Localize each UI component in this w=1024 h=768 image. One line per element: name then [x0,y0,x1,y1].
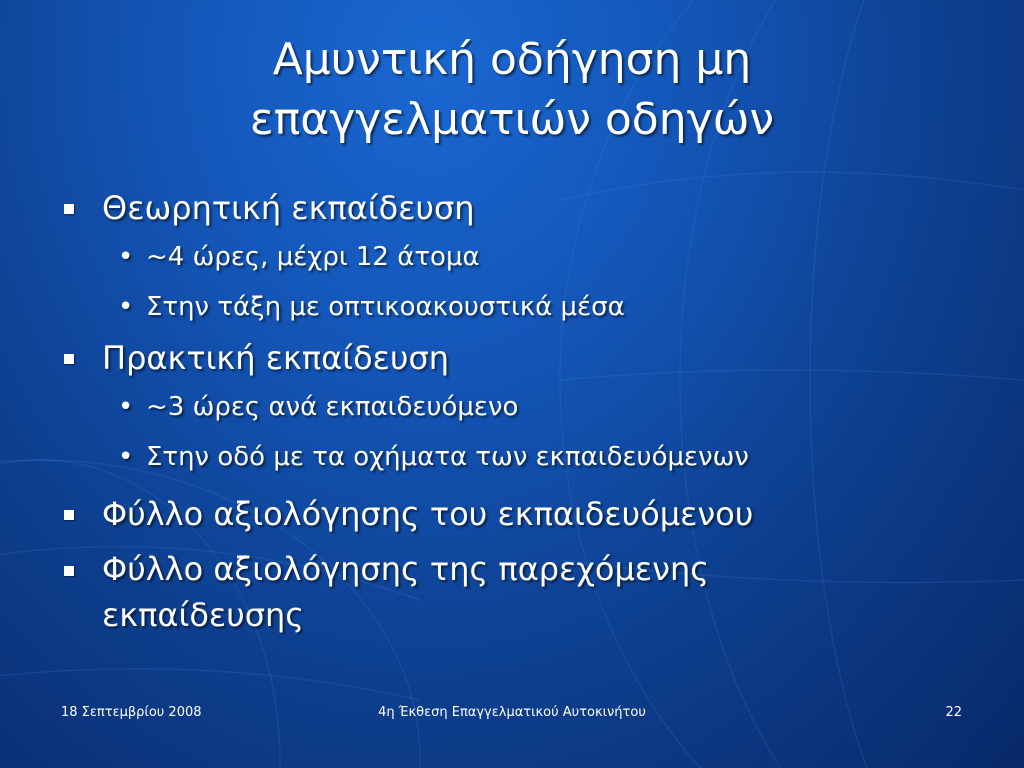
sub-bullet-text: Στην τάξη με οπτικοακουστικά μέσα [146,292,625,322]
bullet-text: Πρακτική εκπαίδευση [102,339,450,377]
bullet-item-practice [60,334,980,382]
slide-title [60,30,964,150]
footer-page-number: 22 [945,705,962,720]
footer-date: 18 Σεπτεμβρίου 2008 [61,705,202,720]
slide-title-line-2: επαγγελματιών οδηγών [249,94,775,145]
sub-bullet-item [60,382,980,432]
square-bullet-icon [64,566,74,576]
bullet-item-trainee-evaluation-form [60,490,980,538]
sub-bullet-item [60,432,980,482]
slide-title-line-1: Αμυντική οδήγηση μη [272,34,752,85]
bullet-text: Φύλλο αξιολόγησης της παρεχόμενης εκπαίδευσης [102,550,710,634]
sub-bullet-text: ~4 ώρες, μέχρι 12 άτομα [146,242,480,272]
dot-bullet-icon: • [118,292,134,322]
bullet-item-training-evaluation-form [60,546,902,638]
square-bullet-icon [64,510,74,520]
dot-bullet-icon: • [118,392,134,422]
bullet-text: Θεωρητική εκπαίδευση [102,189,475,227]
bullet-text: Φύλλο αξιολόγησης του εκπαιδευόμενου [102,495,754,533]
dot-bullet-icon: • [118,442,134,472]
square-bullet-icon [64,354,74,364]
sub-bullet-item [60,282,980,332]
footer-event-title: 4η Έκθεση Επαγγελματικού Αυτοκινήτου [378,705,646,720]
sub-bullet-text: Στην οδό με τα οχήματα των εκπαιδευόμενων [146,442,749,472]
bullet-list [60,184,980,638]
square-bullet-icon [64,204,74,214]
sub-bullet-text: ~3 ώρες ανά εκπαιδευόμενο [146,392,519,422]
bullet-item-theory [60,184,980,232]
dot-bullet-icon: • [118,242,134,272]
sub-bullet-item [60,232,980,282]
